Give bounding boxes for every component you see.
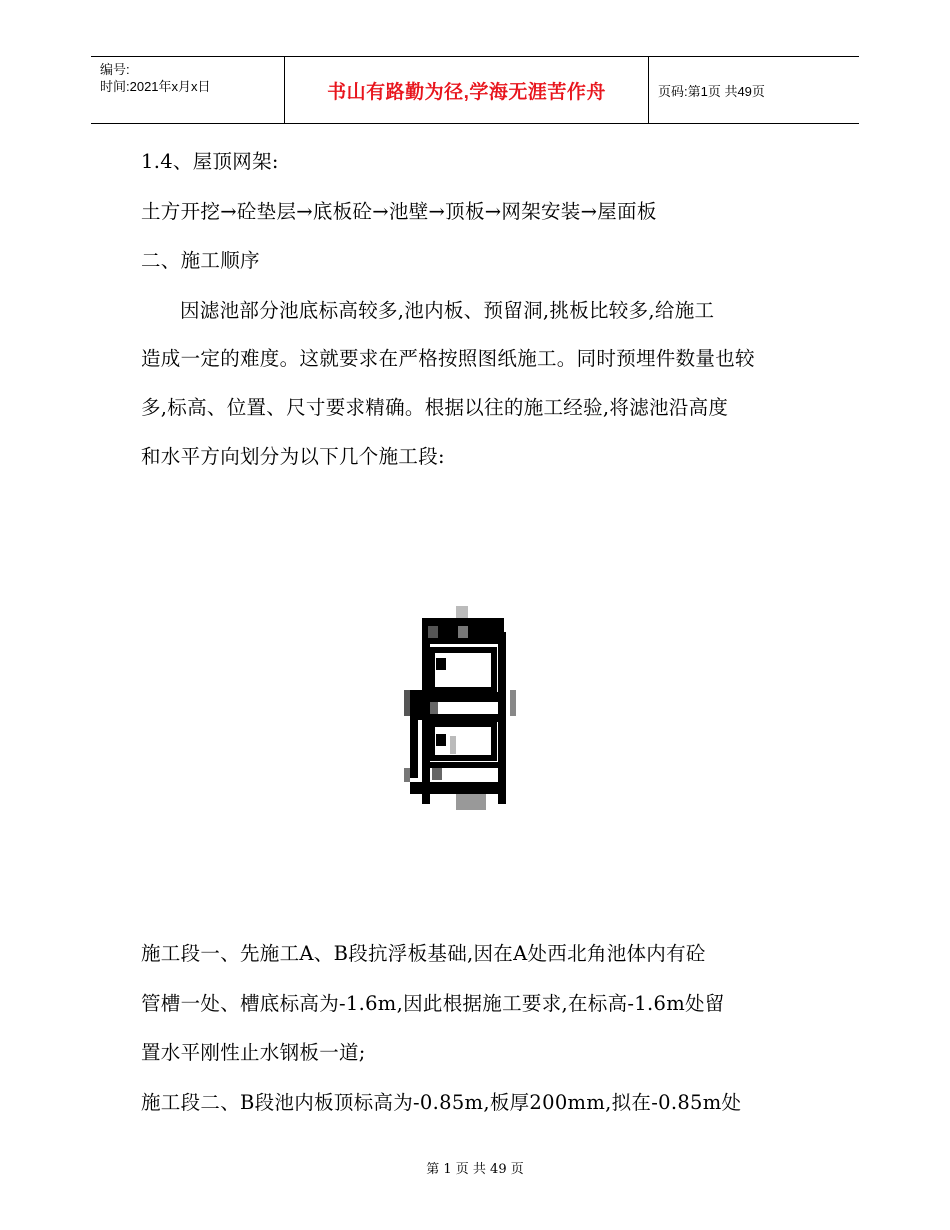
paragraph-1-line-4: 和水平方向划分为以下几个施工段:	[141, 445, 445, 468]
figure-block	[510, 690, 516, 716]
figure-block	[432, 768, 442, 780]
figure-block	[422, 644, 430, 804]
figure-block	[436, 658, 446, 670]
section-heading-2: 二、施工顺序	[141, 249, 260, 272]
figure-block	[436, 734, 446, 746]
number-label: 编号:	[100, 62, 130, 77]
page-footer: 第 1 页 共 49 页	[426, 1162, 524, 1177]
header-motto: 书山有路勤为径,学海无涯苦作舟	[285, 57, 649, 123]
paragraph-2-line-3: 置水平刚性止水钢板一道;	[141, 1041, 366, 1064]
figure-block	[458, 626, 468, 638]
figure-block	[410, 720, 418, 778]
paragraph-1-line-3: 多,标高、位置、尺寸要求精确。根据以往的施工经验,将滤池沿高度	[141, 396, 729, 419]
time-label: 时间:2021年x月x日	[100, 79, 211, 94]
figure-block	[404, 768, 410, 782]
figure-block	[410, 782, 506, 794]
pixelated-figure	[404, 606, 516, 812]
paragraph-2-line-1: 施工段一、先施工A、B段抗浮板基础,因在A处西北角池体内有砼	[141, 942, 706, 965]
figure-block	[410, 690, 422, 720]
figure-block	[456, 794, 486, 810]
page-header	[91, 56, 859, 124]
figure-block	[422, 714, 506, 722]
paragraph-2-line-2: 管槽一处、槽底标高为-1.6m,因此根据施工要求,在标高-1.6m处留	[141, 992, 725, 1015]
figure-block	[404, 690, 410, 716]
figure-block	[422, 762, 506, 768]
figure-block	[450, 736, 456, 754]
paragraph-1-line-1: 因滤池部分池底标高较多,池内板、预留洞,挑板比较多,给施工	[180, 299, 715, 322]
header-page-label: 页码:第1页 共49页	[658, 83, 765, 99]
figure-block	[428, 626, 438, 638]
flow-1-4: 土方开挖→砼垫层→底板砼→池壁→顶板→网架安装→屋面板	[141, 200, 657, 223]
section-heading-1-4: 1.4、屋顶网架:	[141, 150, 279, 173]
header-meta	[91, 57, 285, 123]
paragraph-1-line-2: 造成一定的难度。这就要求在严格按照图纸施工。同时预埋件数量也较	[141, 347, 755, 370]
figure-block	[444, 702, 494, 714]
figure-block	[430, 702, 438, 714]
figure-block	[422, 692, 506, 702]
figure-block	[456, 606, 468, 618]
paragraph-3-line-1: 施工段二、B段池内板顶标高为-0.85m,板厚200mm,拟在-0.85m处	[141, 1091, 742, 1114]
